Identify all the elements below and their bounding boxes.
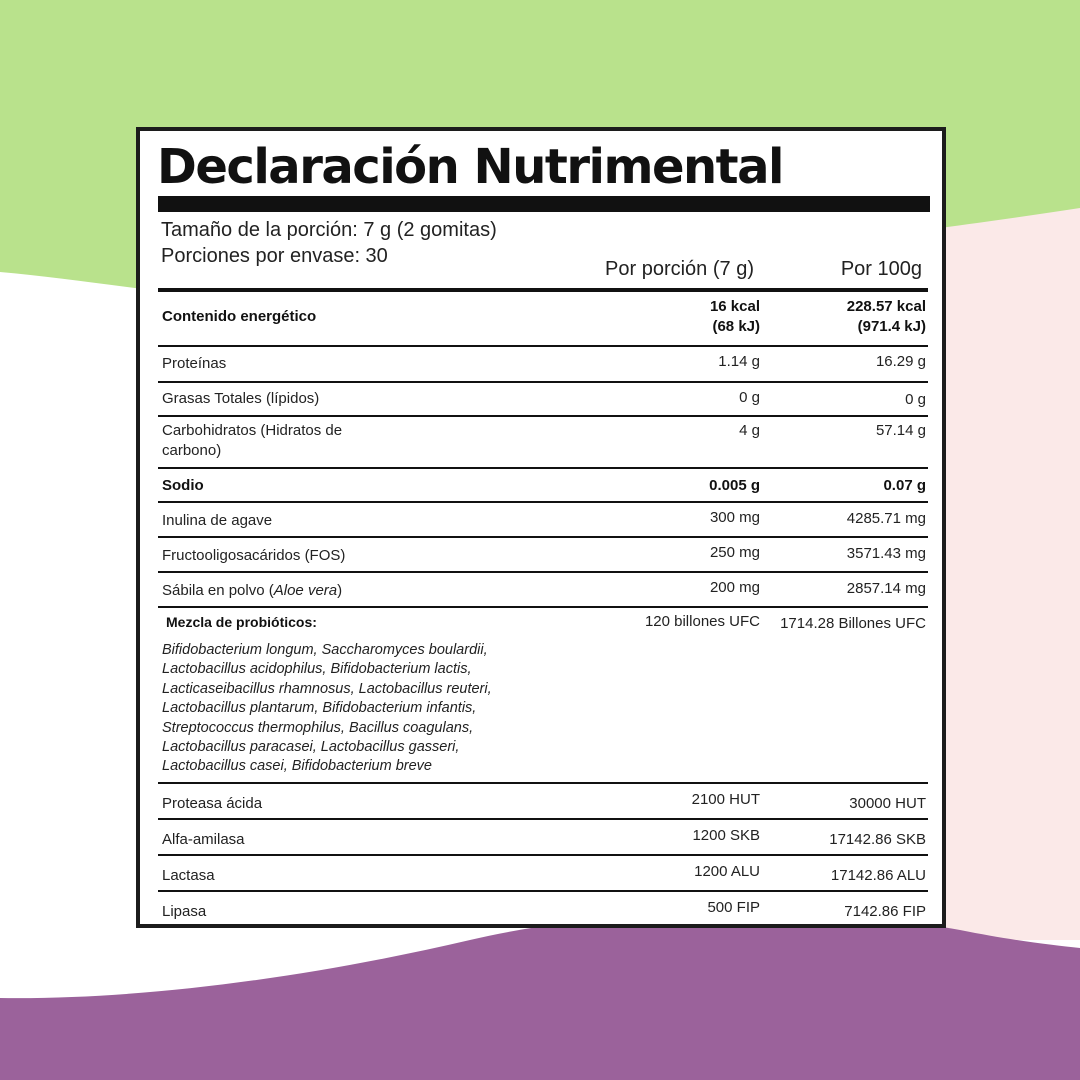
energy-per-100g-kj: (971.4 kJ) — [857, 318, 926, 335]
inulin-per-100g: 4285.71 mg — [846, 510, 926, 527]
row-name-lactase: Lactasa — [162, 867, 215, 884]
sodium-per-serving: 0.005 g — [709, 477, 760, 494]
table-row — [158, 608, 928, 784]
row-name-carbs-line2: carbono) — [162, 442, 222, 459]
aloe-name-italic: Aloe vera — [273, 582, 338, 599]
row-name-proteins: Proteínas — [162, 355, 227, 372]
table-row — [158, 503, 928, 538]
table-row — [158, 347, 928, 383]
probiotics-per-100g: 1714.28 Billones UFC — [780, 615, 926, 632]
row-name-sodium: Sodio — [162, 477, 204, 494]
probiotics-per-serving: 120 billones UFC — [644, 613, 760, 630]
strain-line: Lactobacillus plantarum, Bifidobacterium infantis, — [162, 700, 477, 717]
table-row — [158, 784, 928, 820]
pink-wave — [940, 208, 1080, 940]
aloe-name-suffix: ) — [337, 582, 343, 599]
column-header-per-serving: Por porción (7 g) — [605, 258, 754, 280]
proteins-per-serving: 1.14 g — [718, 353, 760, 370]
table-row — [158, 892, 928, 924]
inulin-per-serving: 300 mg — [709, 509, 760, 526]
strain-line: Streptococcus thermophilus, Bacillus coagulans, — [162, 719, 474, 736]
fos-per-100g: 3571.43 mg — [846, 545, 926, 562]
energy-per-serving-kj: (68 kJ) — [712, 318, 760, 335]
sodium-per-100g: 0.07 g — [883, 477, 926, 494]
carbs-per-100g: 57.14 g — [875, 422, 926, 439]
strain-line: Lactobacillus acidophilus, Bifidobacterium lactis, — [162, 661, 472, 678]
nutrition-label — [136, 127, 946, 928]
protease-per-serving: 2100 HUT — [691, 791, 760, 808]
energy-per-100g-kcal: 228.57 kcal — [846, 298, 926, 315]
title-divider — [158, 196, 930, 212]
proteins-per-100g: 16.29 g — [875, 353, 926, 370]
table-row — [158, 417, 928, 469]
carbs-per-serving: 4 g — [739, 422, 760, 439]
row-name-amylase: Alfa-amilasa — [162, 831, 245, 848]
strain-line: Lacticaseibacillus rhamnosus, Lactobacillus reuteri, — [162, 680, 492, 697]
table-row — [158, 292, 928, 347]
lipase-per-100g: 7142.86 FIP — [844, 903, 926, 920]
table-row — [158, 469, 928, 503]
table-row — [158, 820, 928, 856]
lipase-per-serving: 500 FIP — [707, 899, 760, 916]
lactase-per-100g: 17142.86 ALU — [830, 867, 926, 884]
servings-per-container: Porciones por envase: 30 — [161, 245, 388, 267]
strain-line: Lactobacillus paracasei, Lactobacillus gasseri, — [162, 739, 460, 756]
row-name-carbs-line1: Carbohidratos (Hidratos de — [162, 422, 343, 439]
column-header-per-100g: Por 100g — [840, 258, 922, 280]
aloe-name-prefix: Sábila en polvo ( — [162, 582, 274, 599]
row-name-energy: Contenido energético — [162, 308, 317, 325]
table-row — [158, 573, 928, 608]
row-name-lipase: Lipasa — [162, 903, 207, 920]
row-name-fos: Fructooligosacáridos (FOS) — [162, 547, 346, 564]
fats-per-serving: 0 g — [739, 389, 760, 406]
fats-per-100g: 0 g — [905, 391, 926, 408]
serving-size: Tamaño de la porción: 7 g (2 gomitas) — [161, 219, 497, 241]
row-name-inulin: Inulina de agave — [162, 512, 273, 529]
table-row — [158, 383, 928, 417]
label-title: Declaración Nutrimental — [157, 139, 783, 195]
lactase-per-serving: 1200 ALU — [694, 863, 760, 880]
table-row — [158, 856, 928, 892]
energy-per-serving-kcal: 16 kcal — [709, 298, 760, 315]
strain-line: Bifidobacterium longum, Saccharomyces boulardii, — [162, 642, 488, 658]
row-name-protease: Proteasa ácida — [162, 795, 263, 812]
strain-line: Lactobacillus casei, Bifidobacterium breve — [162, 758, 432, 775]
fos-per-serving: 250 mg — [709, 544, 760, 561]
amylase-per-100g: 17142.86 SKB — [829, 831, 926, 848]
probiotic-strains-list — [162, 641, 582, 777]
row-name-fats: Grasas Totales (lípidos) — [162, 390, 320, 407]
amylase-per-serving: 1200 SKB — [692, 827, 760, 844]
row-name-aloe — [162, 581, 342, 601]
protease-per-100g: 30000 HUT — [849, 795, 926, 812]
aloe-per-serving: 200 mg — [709, 579, 760, 596]
row-name-probiotics: Mezcla de probióticos: — [166, 614, 317, 630]
aloe-per-100g: 2857.14 mg — [846, 580, 926, 597]
table-row — [158, 538, 928, 573]
